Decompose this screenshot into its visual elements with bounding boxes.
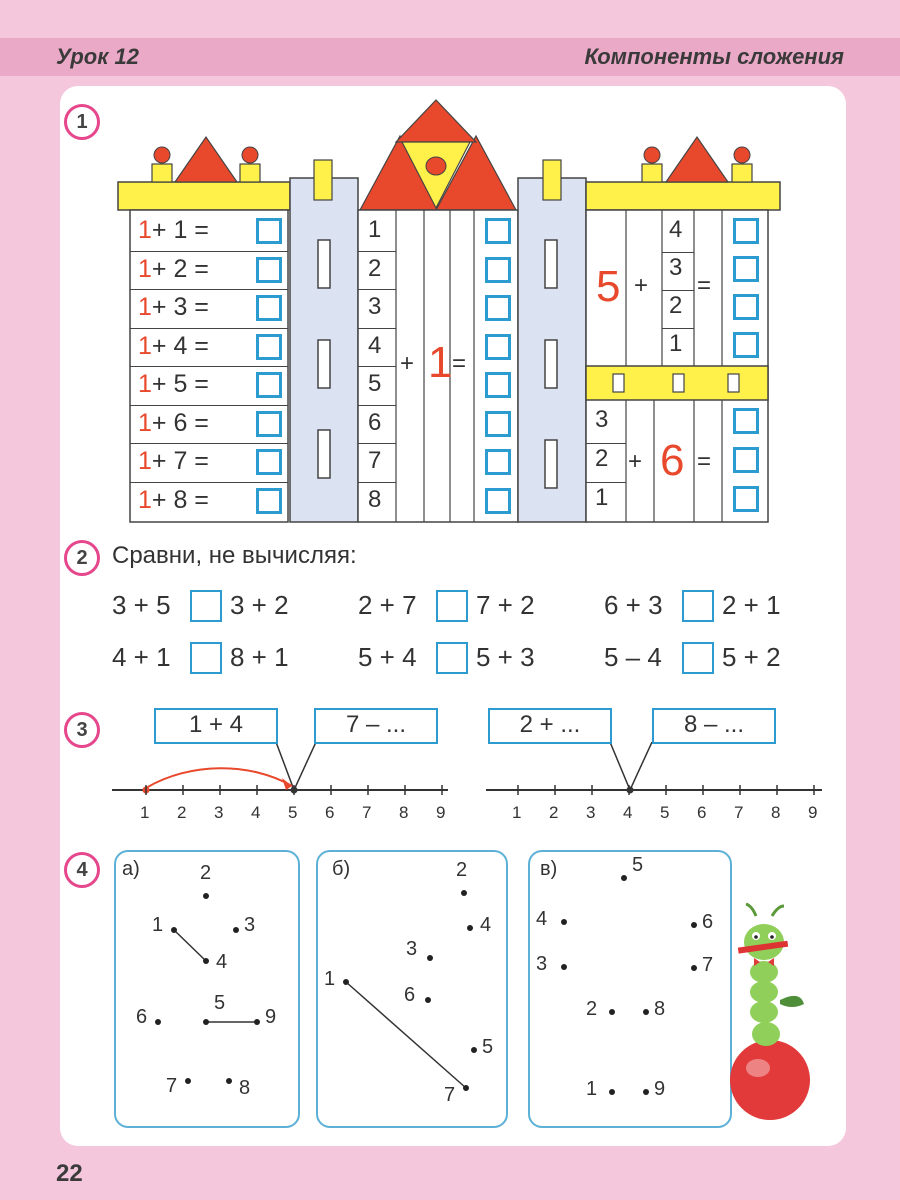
tick-label: 5 [660, 803, 670, 822]
tick-label: 4 [251, 803, 261, 822]
equation-rest: + 5 = [151, 370, 209, 398]
equation-rest: + 4 = [151, 331, 209, 360]
tick-label: 1 [140, 803, 150, 822]
mid-plus: + [400, 350, 415, 377]
middle-number: 6 [368, 408, 382, 436]
dot-point [561, 919, 567, 925]
dot-number: 7 [444, 1084, 456, 1106]
tick-label: 7 [734, 803, 744, 822]
right-bottom-number: 2 [595, 445, 609, 472]
compare-right: 8 + 1 [230, 642, 289, 672]
dot-point [233, 927, 239, 933]
dot-number: 8 [239, 1077, 251, 1099]
card-label: а) [122, 858, 140, 880]
task3-box-3: 2 + ... [488, 708, 612, 744]
middle-number: 5 [368, 370, 382, 397]
dot-point [463, 1085, 469, 1091]
task-number-3: 3 [64, 712, 100, 748]
compare-right: 5 + 2 [722, 642, 781, 672]
dot-point [621, 875, 627, 881]
equation-addend-red: 1 [138, 331, 152, 360]
middle-number: 2 [368, 254, 382, 282]
equation-rest: + 6 = [151, 408, 209, 437]
dot-number: 2 [200, 862, 212, 884]
dot-number: 5 [632, 854, 644, 876]
dot-point [643, 1009, 649, 1015]
dot-number: 1 [586, 1078, 598, 1100]
equation-addend-red: 1 [138, 408, 152, 437]
tick-label: 9 [808, 803, 818, 822]
right-bot-plus: + [628, 448, 643, 475]
equation-rest: + 1 = [151, 216, 209, 244]
lesson-topic: Компоненты сложения [584, 44, 844, 69]
dot-number: 3 [536, 953, 548, 975]
dot-point [343, 979, 349, 985]
dot-point [691, 922, 697, 928]
dot-point [467, 925, 473, 931]
tick-label: 8 [771, 803, 781, 822]
tick-label: 2 [177, 803, 187, 822]
mid-eq: = [452, 350, 467, 377]
dot-point [203, 893, 209, 899]
task3-box-1: 1 + 4 [154, 708, 278, 744]
dot-point [643, 1089, 649, 1095]
caterpillar-apple-illustration [720, 900, 820, 1130]
tick-label: 6 [325, 803, 335, 822]
equation-addend-red: 1 [138, 485, 152, 514]
dot-point [609, 1009, 615, 1015]
equation-addend-red: 1 [138, 254, 152, 283]
dot-point [203, 1019, 209, 1025]
dot-number: 4 [536, 908, 548, 930]
right-bottom-number: 1 [595, 484, 609, 511]
dot-point [427, 955, 433, 961]
compare-left: 2 + 7 [358, 590, 417, 620]
card-label: в) [540, 858, 558, 880]
equation-addend-red: 1 [138, 293, 152, 321]
right-bot-eq: = [697, 448, 712, 475]
middle-number: 8 [368, 485, 382, 513]
compare-right: 3 + 2 [230, 590, 289, 620]
compare-right: 7 + 2 [476, 590, 535, 620]
equation-rest: + 8 = [151, 485, 209, 514]
right-top-number: 1 [669, 330, 683, 357]
right-top-five: 5 [596, 262, 621, 311]
middle-number: 3 [368, 293, 382, 320]
right-top-number: 4 [669, 216, 683, 243]
equation-addend-red: 1 [138, 447, 152, 475]
task-number-1: 1 [64, 104, 100, 140]
equation-rest: + 2 = [151, 254, 209, 283]
dot-number: 4 [216, 951, 228, 973]
compare-right: 5 + 3 [476, 642, 535, 672]
task3-box-4: 8 – ... [652, 708, 776, 744]
middle-number: 1 [368, 216, 382, 243]
equation-addend-red: 1 [138, 216, 152, 244]
dot-point [425, 997, 431, 1003]
dot-number: 2 [456, 859, 468, 881]
dot-point [203, 958, 209, 964]
right-bot-six: 6 [660, 436, 685, 485]
tick-label: 6 [697, 803, 707, 822]
task2-title: Сравни, не вычисляя: [112, 542, 357, 569]
task-number-2: 2 [64, 540, 100, 576]
equation-rest: + 3 = [151, 293, 209, 321]
dot-number: 4 [480, 914, 492, 936]
dot-number: 5 [214, 992, 226, 1014]
dot-point [471, 1047, 477, 1053]
dot-point [171, 927, 177, 933]
dot-point [185, 1078, 191, 1084]
compare-left: 3 + 5 [112, 590, 171, 620]
tick-label: 9 [436, 803, 446, 822]
dot-number: 9 [265, 1006, 277, 1028]
page-number: 22 [56, 1160, 83, 1187]
task3-box-2: 7 – ... [314, 708, 438, 744]
dot-point [226, 1078, 232, 1084]
dot-point [609, 1089, 615, 1095]
dot-point [254, 1019, 260, 1025]
dot-number: 5 [482, 1036, 494, 1058]
dot-number: 9 [654, 1078, 666, 1100]
right-top-plus: + [634, 272, 649, 299]
right-bottom-number: 3 [595, 406, 609, 433]
compare-left: 5 + 4 [358, 642, 417, 672]
dot-number: 7 [702, 954, 714, 976]
compare-left: 5 – 4 [604, 642, 662, 672]
tick-label: 5 [288, 803, 298, 822]
compare-right: 2 + 1 [722, 590, 781, 620]
tick-label: 3 [586, 803, 596, 822]
dot-number: 6 [136, 1006, 148, 1028]
equation-addend-red: 1 [138, 370, 152, 398]
middle-number: 4 [368, 331, 382, 359]
card-label: б) [332, 858, 351, 880]
right-top-eq: = [697, 272, 712, 299]
mid-one: 1 [428, 338, 453, 387]
dot-number: 2 [586, 998, 598, 1020]
tick-label: 2 [549, 803, 559, 822]
compare-left: 6 + 3 [604, 590, 663, 620]
task-number-4: 4 [64, 852, 100, 888]
dot-number: 3 [406, 938, 418, 960]
tick-label: 7 [362, 803, 372, 822]
tick-label: 8 [399, 803, 409, 822]
dot-number: 7 [166, 1075, 178, 1097]
dot-point [155, 1019, 161, 1025]
equation-rest: + 7 = [151, 447, 209, 475]
dot-number: 8 [654, 998, 666, 1020]
tick-label: 3 [214, 803, 224, 822]
right-top-number: 2 [669, 292, 683, 319]
dot-number: 6 [702, 911, 714, 933]
middle-number: 7 [368, 447, 382, 474]
lesson-title: Урок 12 [56, 44, 139, 69]
dot-number: 1 [324, 968, 336, 990]
compare-left: 4 + 1 [112, 642, 171, 672]
dot-point [461, 890, 467, 896]
dot-point [691, 965, 697, 971]
dot-number: 6 [404, 984, 416, 1006]
right-top-number: 3 [669, 254, 683, 281]
dot-number: 3 [244, 914, 256, 936]
tick-label: 4 [623, 803, 633, 822]
tick-label: 1 [512, 803, 522, 822]
dot-point [561, 964, 567, 970]
dot-number: 1 [152, 914, 164, 936]
